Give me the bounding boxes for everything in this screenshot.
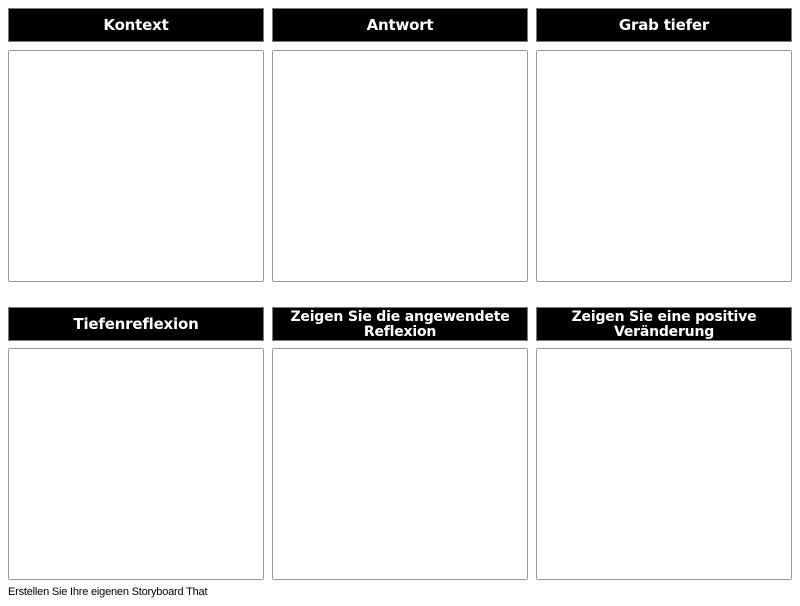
footer-credit: Erstellen Sie Ihre eigenen Storyboard That bbox=[8, 586, 208, 598]
cell-title-tiefenreflexion: Tiefenreflexion bbox=[8, 307, 264, 341]
storyboard-cell-grab-tiefer[interactable] bbox=[536, 50, 792, 282]
storyboard-cell-tiefenreflexion[interactable] bbox=[8, 348, 264, 580]
cell-title-positive-veraenderung: Zeigen Sie eine positive Veränderung bbox=[536, 307, 792, 341]
cell-title-grab-tiefer: Grab tiefer bbox=[536, 8, 792, 42]
cell-title-kontext: Kontext bbox=[8, 8, 264, 42]
storyboard-cell-angewendete-reflexion[interactable] bbox=[272, 348, 528, 580]
storyboard-cell-kontext[interactable] bbox=[8, 50, 264, 282]
storyboard-cell-positive-veraenderung[interactable] bbox=[536, 348, 792, 580]
cell-title-antwort: Antwort bbox=[272, 8, 528, 42]
cell-title-angewendete-reflexion: Zeigen Sie die angewendete Reflexion bbox=[272, 307, 528, 341]
storyboard-cell-antwort[interactable] bbox=[272, 50, 528, 282]
